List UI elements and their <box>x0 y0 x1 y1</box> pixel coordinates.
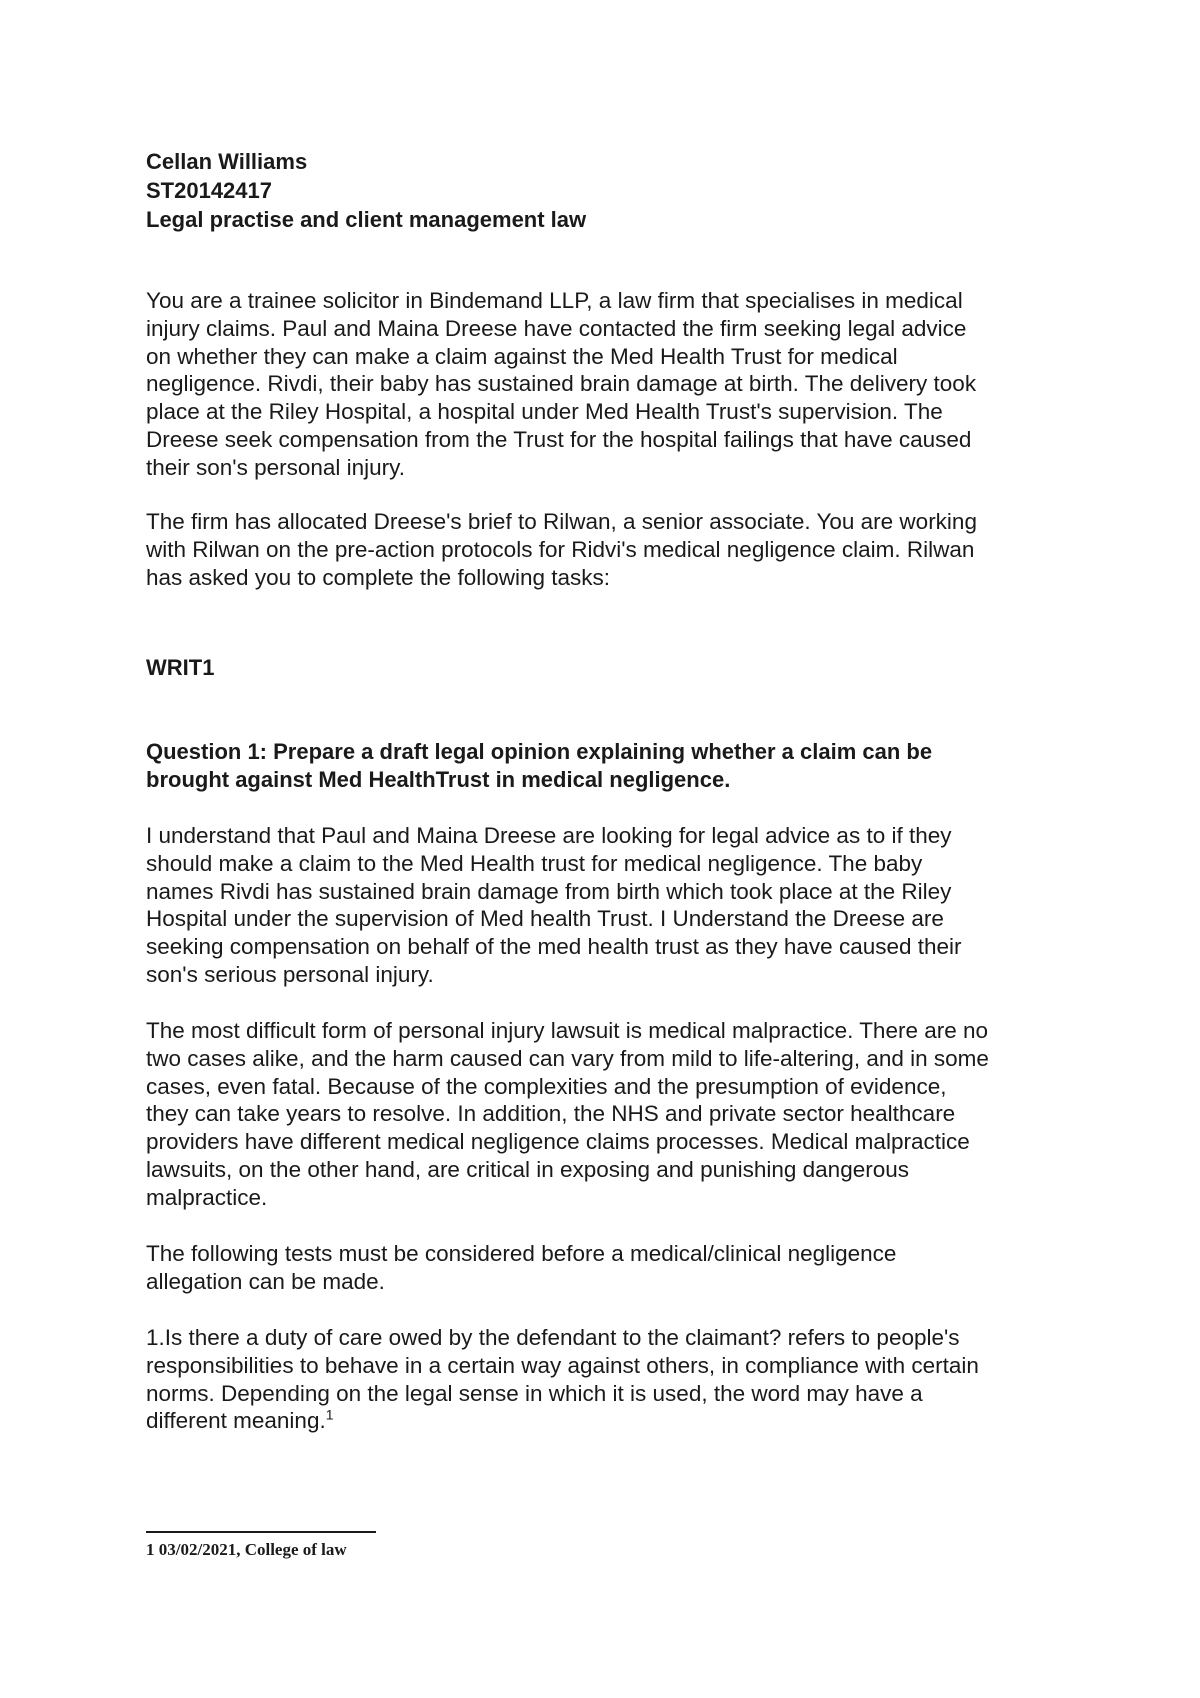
intro-paragraph-2: The firm has allocated Dreese's brief to Rilwan, a senior associate. You are working with Rilwan on the pre-action protocols for Ridvi's medical negligence claim. Rilwan has asked you to complete the following tasks: <box>146 509 977 590</box>
document-header <box>146 147 1046 234</box>
module-title: Legal practise and client management law <box>146 207 587 232</box>
footnote: 1 03/02/2021, College of law <box>146 1540 347 1559</box>
answer-paragraph-2: The most difficult form of personal injury lawsuit is medical malpractice. There are no two cases alike, and the harm caused can vary from mild to life-altering, and in some cases, even fatal. Because of the complexities and the presumption of evidence, they can take years to resolve. In addition, the NHS and private sector healthcare providers have different medical negligence claims processes. Medical malpractice lawsuits, on the other hand, are critical in exposing and punishing dangerous malpractice. <box>146 1018 989 1210</box>
footnote-reference: 1 <box>325 1406 334 1423</box>
answer-paragraph-4-text: 1.Is there a duty of care owed by the defendant to the claimant? refers to people's responsibilities to behave in a certain way against others, in compliance with certain norms. Depending on the legal sense in which it is used, the word may have a different meaning. <box>146 1325 979 1434</box>
footnote-divider <box>146 1531 376 1533</box>
author-name: Cellan Williams <box>146 149 308 174</box>
intro-paragraph-1: You are a trainee solicitor in Bindemand LLP, a law firm that specialises in medical injury claims. Paul and Maina Dreese have contacted the firm seeking legal advice on whether they can make a claim against the Med Health Trust for medical negligence. Rivdi, their baby has sustained brain damage at birth. The delivery took place at the Riley Hospital, a hospital under Med Health Trust's supervision. The Dreese seek compensation from the Trust for the hospital failings that have caused their son's personal injury. <box>146 288 977 480</box>
answer-paragraph-1: I understand that Paul and Maina Dreese are looking for legal advice as to if they should make a claim to the Med Health trust for medical negligence. The baby names Rivdi has sustained brain damage from birth which took place at the Riley Hospital under the supervision of Med health Trust. I Understand the Dreese are seeking compensation on behalf of the med health trust as they have caused their son's serious personal injury. <box>146 823 962 987</box>
answer-paragraph-4 <box>146 1324 1066 1435</box>
student-id: ST20142417 <box>146 178 272 203</box>
section-heading: WRIT1 <box>146 655 215 680</box>
answer-paragraph-3: The following tests must be considered before a medical/clinical negligence allegation can be made. <box>146 1241 897 1294</box>
question-heading: Question 1: Prepare a draft legal opinion explaining whether a claim can be brought against Med HealthTrust in medical negligence. <box>146 739 933 792</box>
